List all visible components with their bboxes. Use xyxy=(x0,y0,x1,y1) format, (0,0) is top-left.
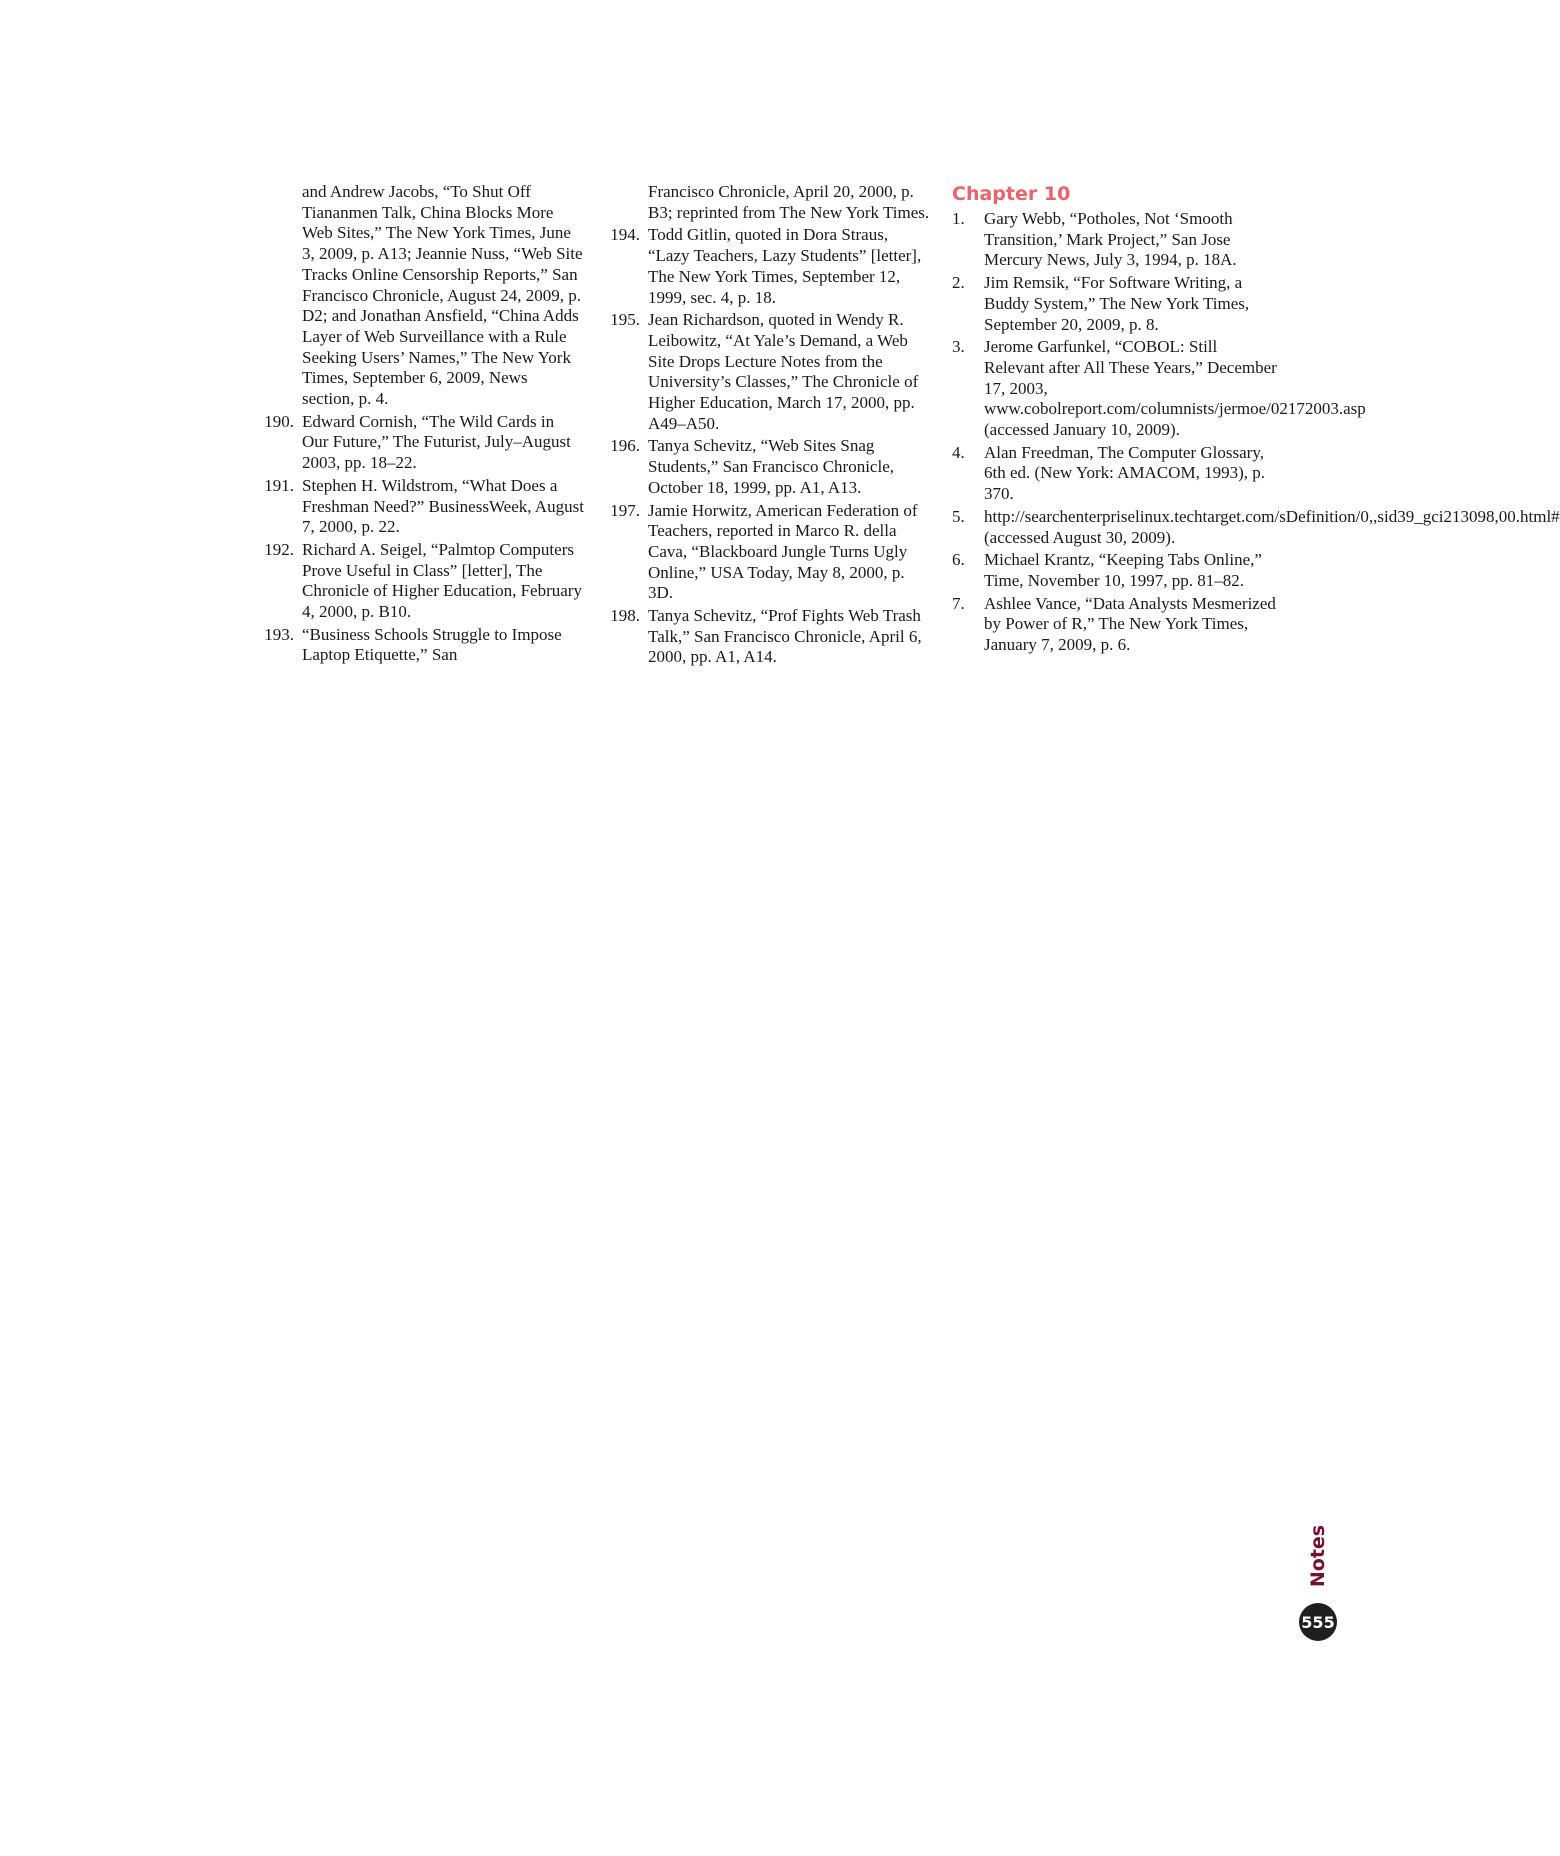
note-number: 5. xyxy=(952,506,965,526)
note-item xyxy=(952,506,1560,548)
note-text: Stephen H. Wildstrom, “What Does a Freshman Need?” BusinessWeek, August 7, 2000, p. 22. xyxy=(302,475,584,537)
note-item xyxy=(952,443,1278,505)
note-item xyxy=(604,310,932,434)
note-text: Tanya Schevitz, “Web Sites Snag Students,” San Francisco Chronicle, October 18, 1999, pp. A1, A13. xyxy=(648,436,894,497)
note-number: 3. xyxy=(952,337,965,357)
note-text: Jean Richardson, quoted in Wendy R. Leibowitz, “At Yale’s Demand, a Web Site Drops Lecture Notes from the University’s Classes,” The Chronicle of Higher Education, March 17, 2000, pp. A49–A50. xyxy=(648,310,919,433)
note-text: Gary Webb, “Potholes, Not ‘Smooth Transition,’ Mark Project,” San Jose Mercury News, July 3, 1994, p. 18A. xyxy=(984,209,1237,270)
note-text: Todd Gitlin, quoted in Dora Straus, “Lazy Teachers, Lazy Students” [letter], The New York Times, September 12, 1999, sec. 4, p. 18. xyxy=(648,225,922,307)
notes-column-2 xyxy=(604,182,932,670)
note-item xyxy=(258,412,584,474)
note-item xyxy=(952,594,1278,656)
note-number: 190. xyxy=(264,411,294,431)
note-item xyxy=(952,273,1278,335)
note-text: Alan Freedman, The Computer Glossary, 6th ed. (New York: AMACOM, 1993), p. 370. xyxy=(984,442,1265,504)
note-item xyxy=(258,540,584,623)
chapter-heading: Chapter 10 xyxy=(952,183,1071,205)
note-item xyxy=(952,337,1366,441)
note-text: Edward Cornish, “The Wild Cards in Our Future,” The Futurist, July–August 2003, pp. 18–22. xyxy=(302,411,571,473)
note-number: 1. xyxy=(952,209,965,228)
note-number: 4. xyxy=(952,442,965,462)
note-text: Richard A. Seigel, “Palmtop Computers Prove Useful in Class” [letter], The Chronicle of Higher Education, February 4, 2000, p. B10. xyxy=(302,539,582,622)
note-item xyxy=(604,606,932,668)
note-text: “Business Schools Struggle to Impose Laptop Etiquette,” San xyxy=(302,624,562,665)
note-number: 6. xyxy=(952,550,965,570)
note-number: 196. xyxy=(610,436,640,456)
note-number: 192. xyxy=(264,539,294,559)
note-number: 198. xyxy=(610,606,640,626)
note-item xyxy=(952,550,1278,591)
note-text: Ashlee Vance, “Data Analysts Mesmerized by Power of R,” The New York Times, January 7, 2009, p. 6. xyxy=(984,593,1276,655)
note-number: 195. xyxy=(610,310,640,330)
note-item xyxy=(258,476,584,538)
note-text: Tanya Schevitz, “Prof Fights Web Trash Talk,” San Francisco Chronicle, April 6, 2000, pp. A1, A14. xyxy=(648,606,922,667)
note-item xyxy=(604,501,932,605)
note-text: Michael Krantz, “Keeping Tabs Online,” Time, November 10, 1997, pp. 81–82. xyxy=(984,550,1262,590)
note-number: 191. xyxy=(264,475,294,495)
note-text: Jerome Garfunkel, “COBOL: Still Relevant after All These Years,” December 17, 2003, www.cobolreport.com/columnists/jermoe/02172003.asp (accessed January 10, 2009). xyxy=(984,337,1366,440)
note-text: http://searchenterpriselinux.techtarget.com/sDefinition/0,,sid39_gci213098,00.html# (accessed August 30, 2009). xyxy=(984,506,1560,547)
note-number: 194. xyxy=(610,225,640,245)
note-number: 193. xyxy=(264,624,294,644)
note-text: Jamie Horwitz, American Federation of Teachers, reported in Marco R. della Cava, “Blackboard Jungle Turns Ugly Online,” USA Today, May 8, 2000, p. 3D. xyxy=(648,500,918,603)
note-item xyxy=(604,225,932,308)
page-number-badge xyxy=(1299,1603,1337,1641)
section-label xyxy=(1300,1525,1336,1587)
note-item xyxy=(604,436,932,498)
section-label-text: Notes xyxy=(1307,1524,1330,1588)
note-item xyxy=(952,209,1278,271)
page-number: 555 xyxy=(1301,1612,1335,1632)
notes-column-3 xyxy=(952,182,1560,658)
note-continuation: Francisco Chronicle, April 20, 2000, p. B3; reprinted from The New York Times. xyxy=(648,182,930,222)
note-number: 7. xyxy=(952,593,965,613)
note-item xyxy=(258,625,584,666)
note-number: 197. xyxy=(610,500,640,520)
note-continuation: and Andrew Jacobs, “To Shut Off Tiananmen Talk, China Blocks More Web Sites,” The New York Times, June 3, 2009, p. A13; Jeannie Nuss, “Web Site Tracks Online Censorship Reports,” San Francisco Chronicle, August 24, 2009, p. D2; and Jonathan Ansfield, “China Adds Layer of Web Surveillance with a Rule Seeking Users’ Names,” The New York Times, September 6, 2009, News section, p. 4. xyxy=(302,182,583,409)
notes-column-1 xyxy=(258,182,584,668)
note-number: 2. xyxy=(952,273,965,293)
note-text: Jim Remsik, “For Software Writing, a Buddy System,” The New York Times, September 20, 2009, p. 8. xyxy=(984,273,1250,334)
